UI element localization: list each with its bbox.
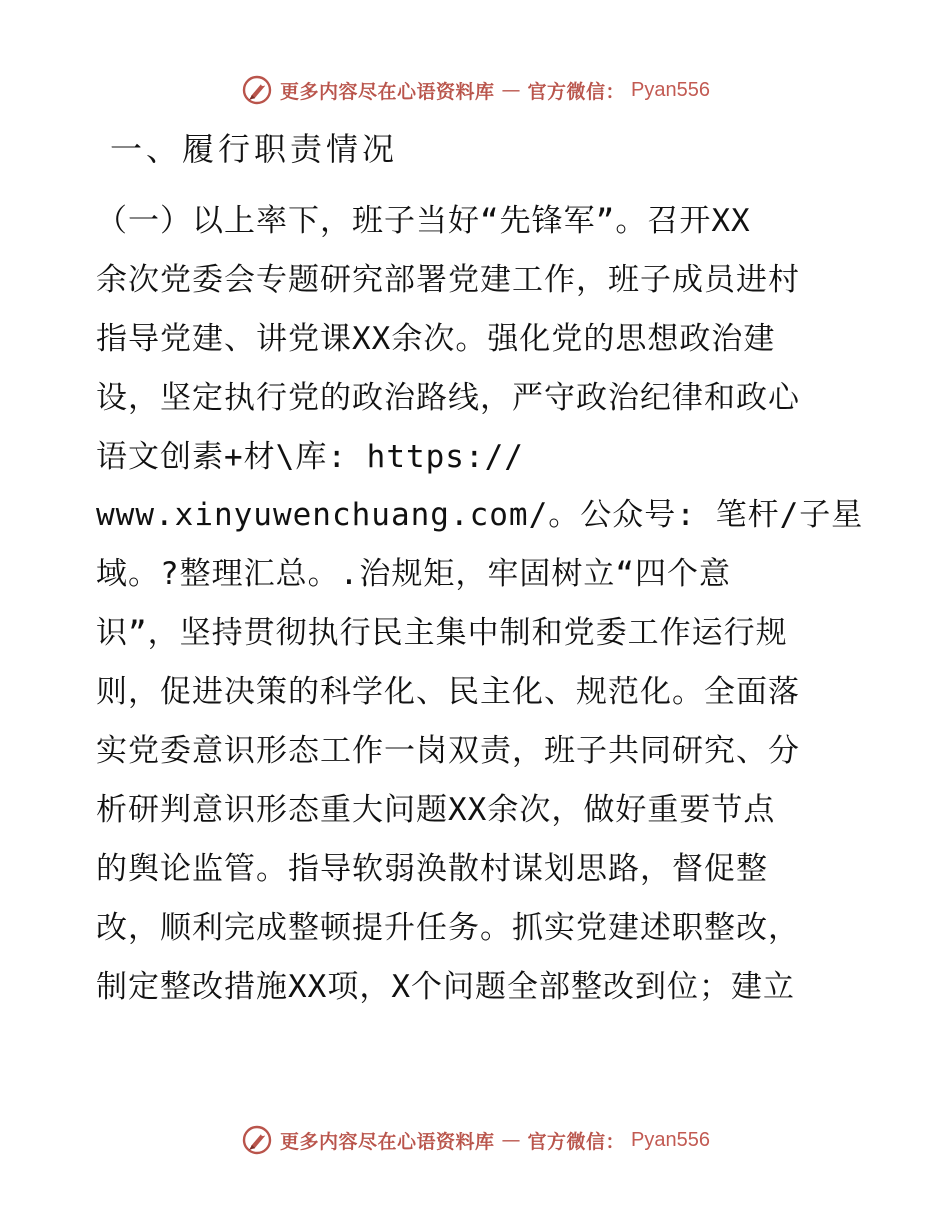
text-line: 余次党委会专题研究部署党建工作，班子成员进村 [96,261,800,298]
text-line: 语文创素+材\库: https:// [96,438,524,475]
text-line: 制定整改措施XX项，X个问题全部整改到位；建立 [96,968,795,1005]
text-line: 则，促进决策的科学化、民主化、规范化。全面落 [96,674,800,711]
text-line: 实党委意识形态工作一岗双责，班子共同研究、分 [96,733,800,770]
section-heading: 一、履行职责情况 [110,130,399,168]
watermark-suffix: 官方微信： [527,1130,626,1153]
watermark-dash: — [501,79,521,101]
brand-logo-icon [240,1123,274,1157]
watermark-handle: Pyan556 [631,78,710,101]
text-line: 识”，坚持贯彻执行民主集中制和党委工作运行规 [96,615,788,652]
text-line: 指导党建、讲党课XX余次。强化党的思想政治建 [96,320,776,357]
text-line: 的舆论监管。指导软弱涣散村谋划思路，督促整 [96,850,768,887]
text-line: www.xinyuwenchuang.com/。公众号: 笔杆/子星 [96,497,864,534]
watermark-text: 更多内容尽在心语资料库 [280,1130,495,1153]
text-line: 改，顺利完成整顿提升任务。抓实党建述职整改， [96,909,800,946]
watermark-suffix: 官方微信： [527,80,626,103]
header-watermark [0,72,950,108]
body-paragraph [96,192,864,1016]
text-line: 域。?整理汇总。.治规矩，牢固树立“四个意 [96,556,731,593]
text-line: 析研判意识形态重大问题XX余次，做好重要节点 [96,791,776,828]
text-line: 设，坚定执行党的政治路线，严守政治纪律和政心 [96,379,800,416]
text-line: （一）以上率下，班子当好“先锋军”。召开XX [96,203,751,239]
brand-logo-icon [240,73,274,107]
footer-watermark [0,1122,950,1158]
watermark-handle: Pyan556 [631,1128,710,1151]
watermark-text: 更多内容尽在心语资料库 [280,80,495,103]
watermark-dash: — [501,1129,521,1151]
